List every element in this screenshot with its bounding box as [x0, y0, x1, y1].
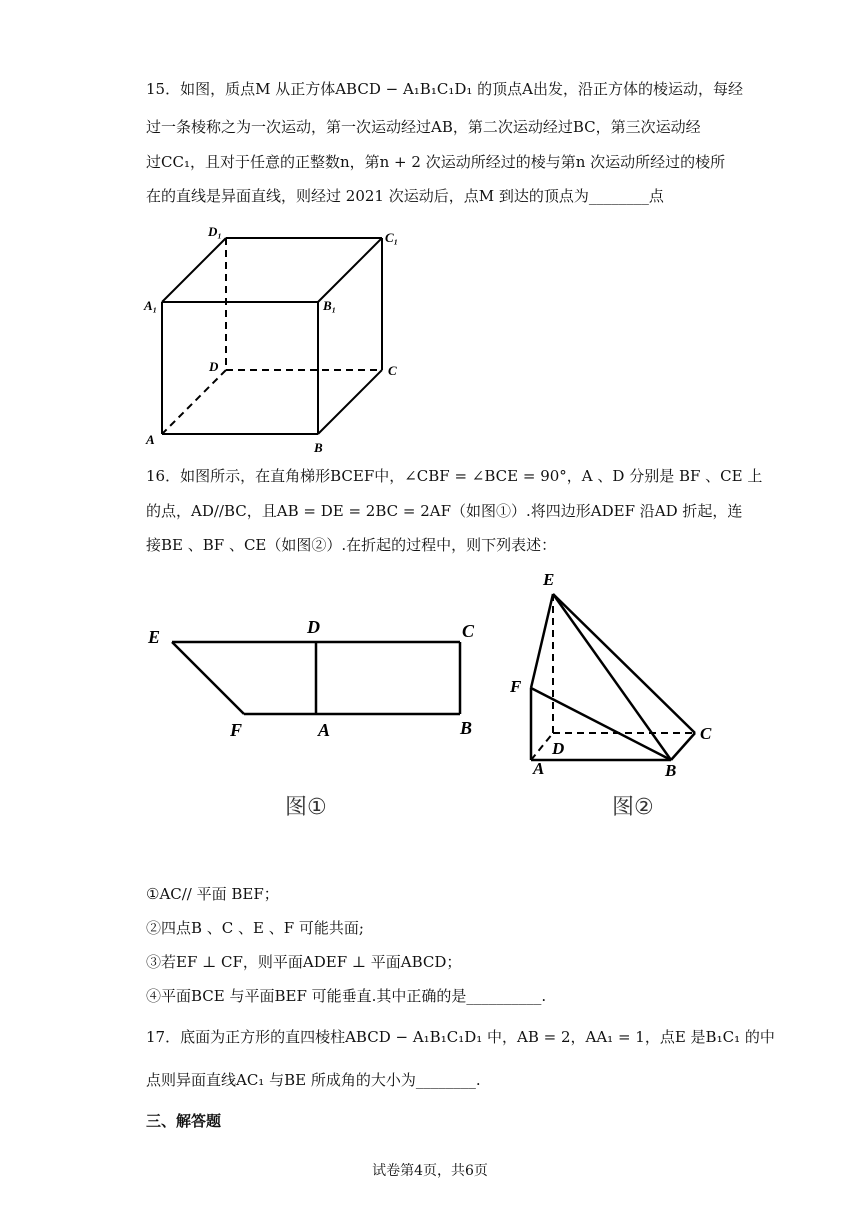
label-B1: B₁ [323, 298, 337, 313]
label-D1: D₁ [208, 224, 222, 239]
q15-line-4: 在的直线是异面直线，则经过 2021 次运动后，点M 到达的顶点为________点 [146, 187, 664, 205]
fig2-label-F: F [510, 677, 522, 696]
q15-line-2: 过一条棱称之为一次运动，第一次运动经过AB，第二次运动经过BC，第三次运动经 [146, 118, 701, 136]
q16-option-4: ④平面BCE 与平面BEF 可能垂直.其中正确的是__________. [146, 987, 547, 1005]
fig1-label-B: B [460, 718, 473, 738]
fig2-label-B: B [665, 761, 677, 778]
q16-line-3: 接BE 、BF 、CE（如图②）.在折起的过程中，则下列表述： [146, 536, 557, 554]
fig2-label-A: A [533, 759, 545, 778]
fig2-caption: 图② [612, 795, 654, 820]
fig1-caption: 图① [285, 795, 327, 820]
trapezoid-figure-1 [140, 610, 490, 745]
fig2-label-E: E [543, 570, 555, 589]
fig1-label-F: F [230, 720, 243, 740]
page-footer: 试卷第4页，共6页 [372, 1163, 488, 1179]
folded-solid-figure-2 [505, 568, 725, 778]
q16-line-1: 16．如图所示，在直角梯形BCEF中，∠CBF = ∠BCE = 90°，A 、D 分别是 BF 、CE 上 [146, 467, 763, 485]
label-D: D [209, 359, 219, 374]
fig1-label-C: C [462, 621, 475, 641]
label-A1: A₁ [144, 298, 158, 313]
cube-figure [140, 222, 420, 460]
q16-option-2: ②四点B 、C 、E 、F 可能共面; [146, 919, 364, 937]
q16-line-2: 的点，AD//BC，且AB = DE = 2BC = 2AF（如图①）.将四边形ADEF 沿AD 折起，连 [146, 502, 743, 520]
fig1-label-E: E [148, 627, 161, 647]
fig2-label-D: D [552, 739, 565, 758]
q17-line-1: 17．底面为正方形的直四棱柱ABCD − A₁B₁C₁D₁ 中，AB = 2，AA₁ = 1，点E 是B₁C₁ 的中 [146, 1028, 775, 1046]
q15-line-1: 15．如图，质点M 从正方体ABCD − A₁B₁C₁D₁ 的顶点A出发，沿正方体的棱运动，每经 [146, 80, 743, 98]
q16-option-3: ③若EF ⊥ CF，则平面ADEF ⊥ 平面ABCD； [146, 953, 462, 971]
fig2-label-C: C [700, 724, 712, 743]
label-B: B [314, 440, 323, 455]
q16-option-1: ①AC// 平面 BEF； [146, 885, 279, 903]
label-A: A [146, 432, 155, 447]
label-C: C [388, 363, 397, 378]
fig1-label-A: A [318, 720, 331, 740]
section-heading: 三、解答题 [146, 1112, 222, 1130]
q15-line-3: 过CC₁，且对于任意的正整数n，第n + 2 次运动所经过的棱与第n 次运动所经过的棱所 [146, 153, 726, 171]
label-C1: C₁ [385, 230, 399, 245]
q17-line-2: 点则异面直线AC₁ 与BE 所成角的大小为________. [146, 1071, 481, 1089]
fig1-label-D: D [307, 617, 320, 637]
